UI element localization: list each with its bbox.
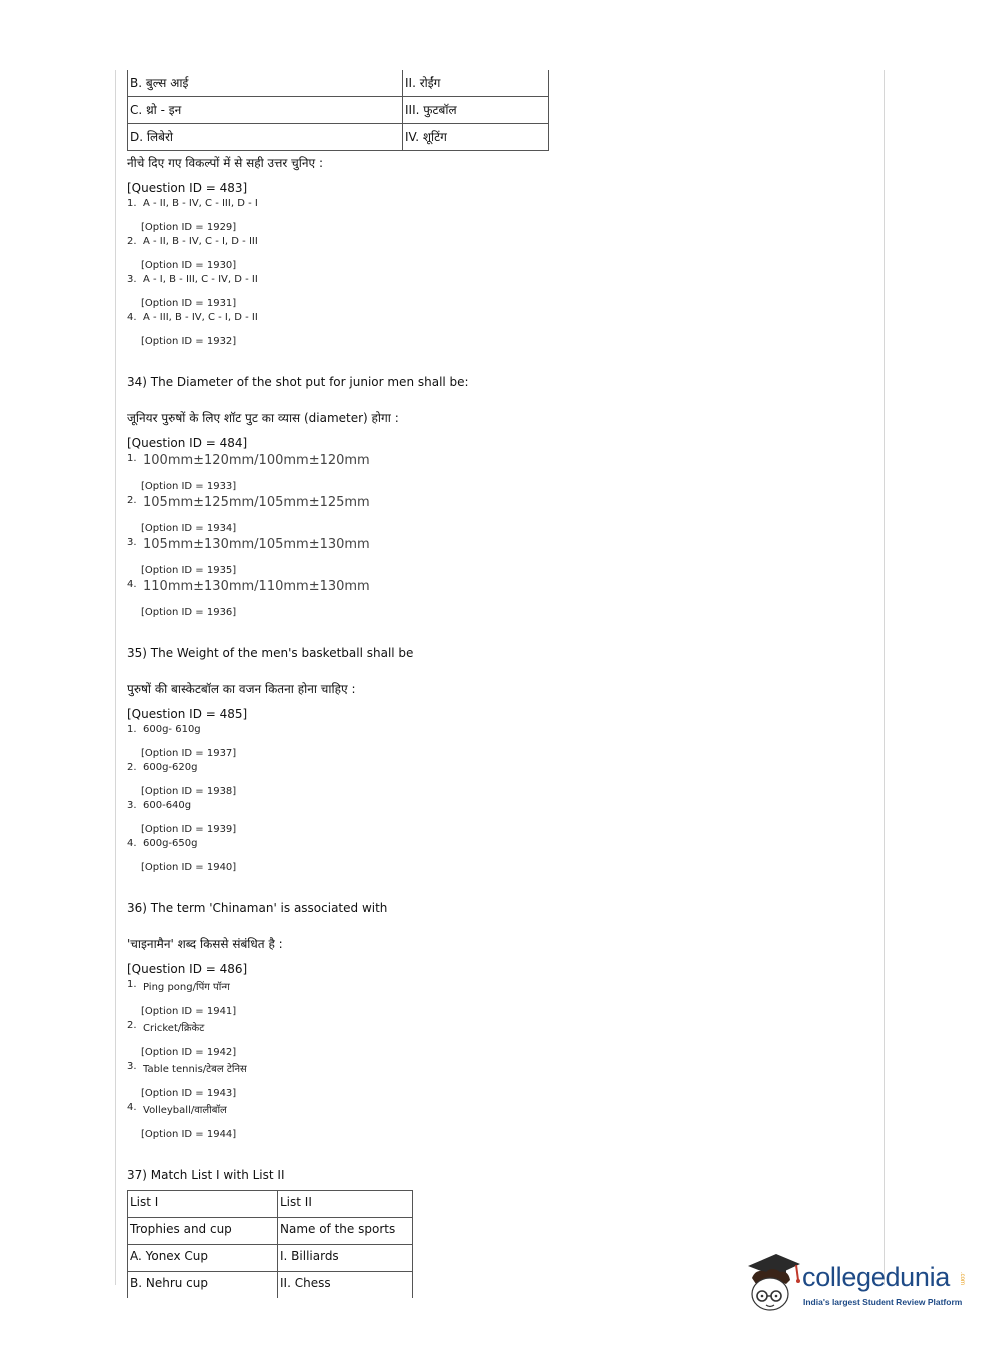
collegedunia-logo [742, 1250, 972, 1320]
table-cell: D. लिबेरो [128, 124, 403, 151]
option-id: [Option ID = 1940] [141, 862, 237, 873]
option-text: 600g- 610g [143, 724, 201, 735]
option-id: [Option ID = 1936] [141, 607, 237, 618]
table-row [128, 1191, 413, 1218]
option-id: [Option ID = 1941] [141, 1006, 237, 1017]
option-id: [Option ID = 1939] [141, 824, 237, 835]
option-text: 600g-650g [143, 838, 198, 849]
option-id: [Option ID = 1937] [141, 748, 237, 759]
table-row [128, 97, 549, 124]
table-row [128, 1218, 413, 1245]
question-id: [Question ID = 484] [127, 436, 248, 450]
logo-tagline: India's largest Student Review Platform [803, 1297, 963, 1307]
list-item [127, 800, 867, 835]
option-id: [Option ID = 1932] [141, 336, 237, 347]
option-id: [Option ID = 1934] [141, 523, 237, 534]
list-item [127, 198, 867, 233]
question-text-english: 37) Match List I with List II [127, 1168, 285, 1182]
list-item [127, 979, 867, 1017]
option-number: 1. [127, 979, 137, 990]
option-number: 3. [127, 274, 137, 285]
list-item [127, 495, 867, 534]
option-number: 4. [127, 838, 137, 849]
option-list [127, 453, 867, 618]
table-cell: Trophies and cup [128, 1218, 278, 1245]
option-number: 4. [127, 579, 137, 590]
list-item [127, 274, 867, 309]
list-item [127, 537, 867, 576]
table-row [128, 1272, 413, 1299]
question-id: [Question ID = 486] [127, 962, 248, 976]
option-number: 1. [127, 724, 137, 735]
option-id: [Option ID = 1929] [141, 222, 237, 233]
match-table [127, 1190, 413, 1298]
option-number: 2. [127, 762, 137, 773]
page-border-right [884, 70, 885, 1285]
option-number: 1. [127, 453, 137, 464]
option-text: 105mm±125mm/105mm±125mm [143, 495, 370, 510]
table-cell: List II [278, 1191, 413, 1218]
table-cell: Name of the sports [278, 1218, 413, 1245]
table-cell: III. फुटबॉल [403, 97, 549, 124]
table-cell: B. Nehru cup [128, 1272, 278, 1299]
question-id: [Question ID = 485] [127, 707, 248, 721]
option-number: 1. [127, 198, 137, 209]
mascot-graduate-icon [742, 1250, 802, 1318]
list-item [127, 236, 867, 271]
option-text: Cricket/क्रिकेट [143, 1023, 205, 1034]
option-number: 3. [127, 537, 137, 548]
question-text-hindi: 'चाइनामैन' शब्द किससे संबंधित है : [127, 937, 283, 951]
logo-dotcom: .com [959, 1272, 965, 1286]
list-item [127, 1102, 867, 1140]
option-id: [Option ID = 1930] [141, 260, 237, 271]
option-text: A - III, B - IV, C - I, D - II [143, 312, 258, 323]
question-id: [Question ID = 483] [127, 181, 248, 195]
table-cell: I. Billiards [278, 1245, 413, 1272]
option-text: 600g-620g [143, 762, 198, 773]
table-row [128, 1245, 413, 1272]
list-item [127, 762, 867, 797]
question-text-english: 35) The Weight of the men's basketball shall be [127, 646, 414, 660]
option-id: [Option ID = 1935] [141, 565, 237, 576]
logo-wordmark: collegedunia [802, 1262, 951, 1292]
table-cell: II. Chess [278, 1272, 413, 1299]
list-item [127, 838, 867, 873]
table-row [128, 124, 549, 151]
list-item [127, 453, 867, 492]
table-cell: A. Yonex Cup [128, 1245, 278, 1272]
question-text-english: 34) The Diameter of the shot put for junior men shall be: [127, 375, 469, 389]
table-row [128, 70, 549, 97]
page-border-left [115, 70, 116, 1285]
list-item [127, 579, 867, 618]
question-text-english: 36) The term 'Chinaman' is associated with [127, 901, 388, 915]
list-item [127, 724, 867, 759]
option-text: A - I, B - III, C - IV, D - II [143, 274, 258, 285]
option-number: 2. [127, 1020, 137, 1031]
option-number: 4. [127, 1102, 137, 1113]
match-table-continued [127, 70, 549, 151]
option-list [127, 198, 867, 347]
option-id: [Option ID = 1943] [141, 1088, 237, 1099]
option-id: [Option ID = 1933] [141, 481, 237, 492]
table-cell: B. बुल्स आई [128, 70, 403, 97]
option-text: A - II, B - IV, C - III, D - I [143, 198, 258, 209]
list-item [127, 312, 867, 347]
option-text: Volleyball/वालीबॉल [143, 1105, 227, 1116]
option-id: [Option ID = 1938] [141, 786, 237, 797]
option-text: 105mm±130mm/105mm±130mm [143, 537, 370, 552]
question-text-hindi: पुरुषों की बास्केटबॉल का वजन कितना होना चाहिए : [127, 682, 356, 696]
question-instruction: नीचे दिए गए विकल्पों में से सही उत्तर चुनिए : [127, 156, 324, 170]
table-cell: C. थ्रो - इन [128, 97, 403, 124]
option-id: [Option ID = 1931] [141, 298, 237, 309]
option-id: [Option ID = 1944] [141, 1129, 237, 1140]
option-text: 600-640g [143, 800, 192, 811]
table-cell: List I [128, 1191, 278, 1218]
document-content [127, 70, 867, 1298]
table-cell: IV. शूटिंग [403, 124, 549, 151]
option-text: 110mm±130mm/110mm±130mm [143, 579, 370, 594]
option-number: 3. [127, 1061, 137, 1072]
table-cell: II. रोईंग [403, 70, 549, 97]
option-list [127, 724, 867, 873]
option-list [127, 979, 867, 1140]
option-text: 100mm±120mm/100mm±120mm [143, 453, 370, 468]
option-number: 2. [127, 236, 137, 247]
option-text: A - II, B - IV, C - I, D - III [143, 236, 258, 247]
option-text: Ping pong/पिंग पॉन्ग [143, 982, 230, 993]
list-item [127, 1020, 867, 1058]
question-text-hindi: जूनियर पुरुषों के लिए शॉट पुट का व्यास (diameter) होगा : [127, 411, 399, 425]
list-item [127, 1061, 867, 1099]
option-number: 3. [127, 800, 137, 811]
option-number: 4. [127, 312, 137, 323]
option-number: 2. [127, 495, 137, 506]
option-text: Table tennis/टेबल टेनिस [143, 1064, 247, 1075]
option-id: [Option ID = 1942] [141, 1047, 237, 1058]
